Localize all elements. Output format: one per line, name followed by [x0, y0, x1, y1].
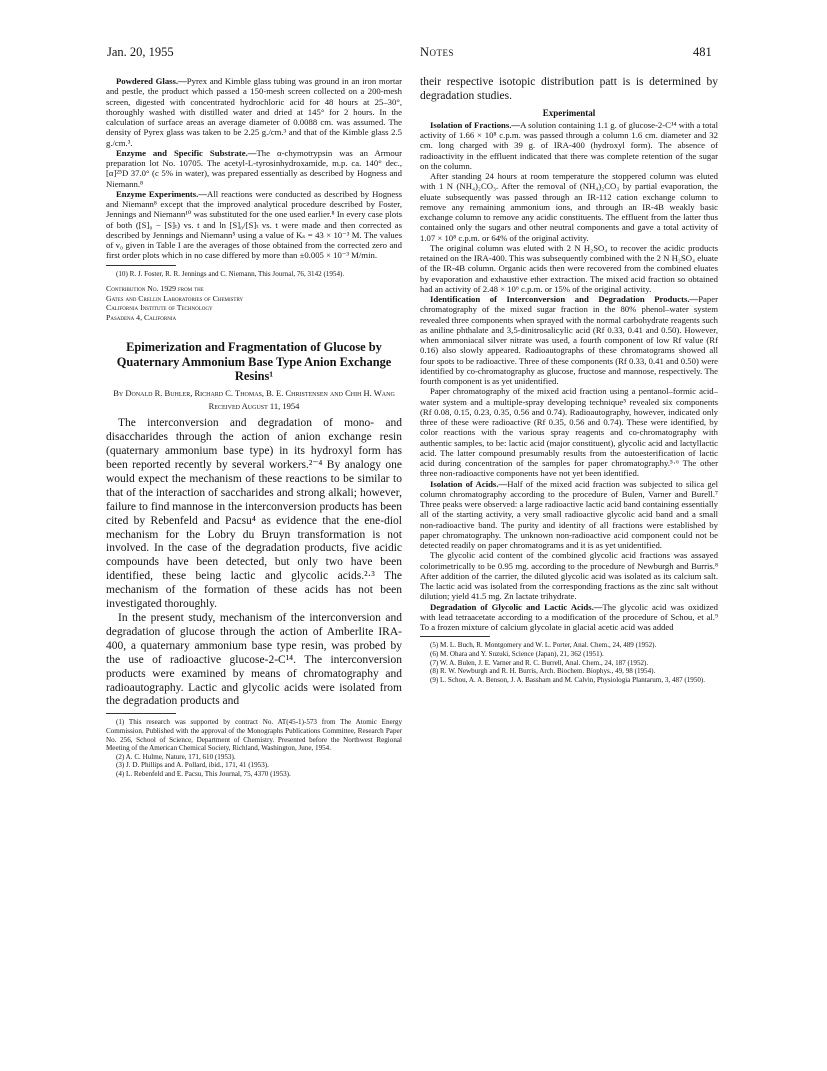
header-section: Notes	[420, 45, 455, 59]
footnote-3: (3) J. D. Phillips and A. Pollard, ibid., 171, 41 (1953).	[116, 761, 269, 770]
paragraph-glycolic-content: The glycolic acid content of the combined glycolic acid fractions was assayed colorimetrically to be 0.95 mg. according to the procedure of Newburgh and Burris.⁸ After addition of the carrier, the diluted glycolic acid was isolated as its calcium salt. The lactic acid was isolated from the corresponding fractions as the zinc salt without dilution; yield 41.5 mg. Zn lactate trihydrate.	[420, 550, 718, 602]
paragraph-paper-chromatography: Paper chromatography of the mixed acid fraction using a pentanol–formic acid–water system and a multiple-spray developing technique⁵ revealed six components (Rf 0.08, 0.15, 0.23, 0.35, 0.56 and 0.74). Radioautography, however, indicated only three of these were radioactive (Rf 0.35, 0.56 and 0.74). These were identified, by color reactions with the various spray reagents and co-chromatography with authentic samples, to be: lactic acid (major constituent), glycolic acid and lactyllactic acid. The latter compound presumably results from the autoesterification of lactic acid during concentration of the samples for paper chromatography.⁵·⁶ The other three non-radioactive components have not yet been identified.	[420, 386, 718, 479]
paragraph-isolation-acids	[420, 479, 718, 551]
runin-heading: Identification of Interconversion and Degradation Products.—	[430, 294, 699, 305]
footnote-divider	[420, 636, 490, 637]
intro-paragraph-2: In the present study, mechanism of the interconversion and degradation of glucose through the action of Amberlite IRA-400, a quaternary ammonium base type resin, was probed by the use of radioactive glucose-2-C¹⁴. The interconversion products were examined by means of chromatography and radioautography. Lactic and glycolic acids were isolated from the degradation products and	[106, 611, 402, 708]
right-column	[420, 76, 718, 684]
footnote-5: (5) M. L. Buch, R. Montgomery and W. L. Porter, Anal. Chem., 24, 489 (1952).	[430, 641, 657, 650]
paragraph-degradation	[420, 602, 718, 633]
paragraph-identification	[420, 294, 718, 386]
paragraph-original-column: The original column was eluted with 2 N H₂SO₄ to recover the acidic products retained on the IRA-400. This was subsequently combined with the 2 N H₂SO₄ eluate of the IR-4B column. Organic acids then were recovered from the combined eluates by evaporation and exhaustive ether extraction. The mixed acid fraction so obtained had an activity of 2.48 × 10⁶ c.p.m. or 15% of the original activity.	[420, 242, 718, 294]
footnote-10: (10) R. J. Foster, R. R. Jennings and C. Niemann, This Journal, 76, 3142 (1954).	[116, 269, 345, 278]
footnote-9: (9) L. Schou, A. A. Benson, J. A. Bassham and M. Calvin, Physiologia Plantarum, 3, 487 (1950).	[430, 675, 706, 684]
footnote-7: (7) W. A. Bulen, J. E. Varner and R. C. Burrell, Anal. Chem., 24, 187 (1952).	[430, 658, 649, 667]
runin-heading: Enzyme and Specific Substrate.—	[116, 147, 257, 158]
paragraph-powdered-glass	[106, 76, 402, 148]
footnote-divider	[106, 265, 176, 266]
runin-heading: Enzyme Experiments.—	[116, 188, 208, 199]
footnote-8: (8) R. W. Newburgh and R. H. Burris, Arch. Biochem. Biophys., 49, 98 (1954).	[430, 667, 656, 676]
runin-heading: Degradation of Glycolic and Lactic Acids.—	[430, 601, 603, 612]
footnote-6: (6) M. Ohara and Y. Suzuki, Science (Japan), 21, 362 (1951).	[430, 649, 604, 658]
article-title: Epimerization and Fragmentation of Glucose by Quaternary Ammonium Base Type Anion Exchange Resins¹	[116, 340, 392, 383]
paragraph-isolation-fractions	[420, 120, 718, 171]
contribution-line: California Institute of Technology	[106, 303, 213, 313]
paragraph-text: The α-chymotrypsin was an Armour preparation lot No. 10705. The acetyl-L-tyrosinhydroxamide, m.p. ca. 140° dec., [α]²⁵D 37.0° (c 5% in water), was prepared essentially as described by Hogness and Niemann.⁸	[106, 147, 403, 189]
header-page-number: 481	[693, 45, 712, 59]
paragraph-text: Pyrex and Kimble glass tubing was ground in an iron mortar and pestle, the product which passed a 150-mesh screen collected on a 200-mesh screen, digested with concentrated hydrochloric acid for 48 hours at 25–30°, thoroughly washed with distilled water and dried at 145° for 2 hours. In the calculation of surface areas an average diameter of 0.0088 cm. was assumed. The density of Pyrex glass was taken to be 2.25 g./cm.³ and that of the Kimble glass 2.5 g./cm.³.	[106, 76, 402, 148]
footnote-4: (4) L. Rebenfeld and E. Pacsu, This Journal, 75, 4370 (1953).	[116, 769, 291, 778]
contribution-block	[106, 284, 402, 322]
paragraph-text: Paper chromatography of the mixed sugar fraction in the 80% phenol–water system revealed three components when sprayed with the normal carbohydrate reagents such as aniline phthalate and 3,5-dinitrosalicylic acid (Rf 0.33, 0.41 and 0.50). However, when ammoniacal silver nitrate was used, a fourth component of low Rf value (Rf 0.16) also slowly appeared. Radioautographs of these chromatograms showed all four spots to be radioactive. Three of these components (Rf 0.33, 0.41 and 0.50) were identified by co-chromatography as glucose, fructose and mannose, respectively. The fourth component is as yet unidentified.	[420, 294, 718, 387]
paragraph-text: The glycolic acid was oxidized with lead tetraacetate according to a modification of the procedure of Schou, et al.⁹ To a frozen mixture of calcium glycolate in glacial acetic acid was added	[420, 601, 719, 633]
paragraph-text: A solution containing 1.1 g. of glucose-2-C¹⁴ with a total activity of 1.66 × 10⁸ c.p.m. was passed through a column 1.6 cm. diameter and 32 cm. long charged with 39 g. of IRA-400 (hydroxyl form). The absence of radioactivity in the effluent indicated that there was complete retention of the sugar on the column.	[420, 119, 718, 171]
footnote-divider	[106, 713, 176, 714]
footnote-1: (1) This research was supported by contract No. AT(45-1)-573 from The Atomic Energy Commission. Published with the approval of the Monographs Publications Committee, Research Paper No. 256, School of Science, Department of Chemistry. Presented before the Northwest Regional Meeting of the American Chemical Society, Richland, Washington, June, 1954.	[106, 718, 402, 753]
experimental-heading: Experimental	[542, 107, 596, 118]
received-date: Received August 11, 1954	[208, 401, 300, 412]
left-column	[106, 76, 402, 778]
contribution-line: Gates and Crellin Laboratories of Chemistry	[106, 293, 244, 303]
paragraph-text: Half of the mixed acid fraction was subjected to silica gel column chromatography according to the procedure of Bulen, Varner and Burell.⁷ Three peaks were observed: a large radioactive lactic acid band containing essentially all of the starting activity, a very small radioactive glycolic acid band and a small non-radioactive band. The purity and identity of all fractions were established by paper chromatography. The unknown non-radioactive acid component could not be detected readily on paper chromatograms and it is as yet unidentified.	[420, 478, 718, 551]
contribution-line: Pasadena 4, California	[106, 312, 177, 322]
continuation-text: their respective isotopic distribution patt is is determined by degradation studies.	[420, 76, 718, 102]
runin-heading: Powdered Glass.—	[116, 76, 187, 86]
footnote-2: (2) A. C. Hulme, Nature, 171, 610 (1953).	[116, 752, 236, 761]
paragraph-enzyme-substrate	[106, 148, 402, 189]
contribution-line: Contribution No. 1929 from the	[106, 284, 204, 294]
paragraph-standing: After standing 24 hours at room temperature the stoppered column was eluted with 1 N (NH₄)₂CO₃. After the removal of (NH₄)₂CO₃ by partial evaporation, the eluate subsequently was passed through an IR-112 cation exchange column to remove any remaining ammonium ions, and through an IR-4B weakly basic exchange column to remove any acidic constituents. The effluent from the latter thus contained only the sugars and other neutral components and gave a total activity of 1.07 × 10⁸ c.p.m. or 64% of the original activity.	[420, 171, 718, 243]
paragraph-enzyme-experiments	[106, 189, 402, 261]
runin-heading: Isolation of Fractions.—	[430, 119, 521, 130]
runin-heading: Isolation of Acids.—	[430, 478, 508, 489]
intro-paragraph-1: The interconversion and degradation of mono- and disaccharides through the action of anion exchange resin (quaternary ammonium base type) in its hydroxyl form has been reported recently by several workers.²⁻⁴ By analogy one would expect the mechanism of these reactions to be similar to that of the interaction of saccharides and strong alkali; however, failure to find mannose in the interconversion products has been cited by Rebenfeld and Pacsu⁴ as evidence that the ene-diol mechanism for the Lobry du Bruyn transformation is not involved. In the case of the degradation products, five acidic compounds have been detected, but only two have been identified, these being lactic and glycolic acids.²·³ The mechanism of the formation of these acids has not been investigated thoroughly.	[106, 417, 402, 611]
paragraph-text: All reactions were conducted as described by Hogness and Niemann⁸ except that the improved analytical procedure described by Foster, Jennings and Niemann¹⁰ was substituted for the one used earlier.⁸ In every case plots of both ([S]₀ − [S]ₜ) vs. t and ln [S]₀/[S]ₜ vs. t were made and then corrected as described by Jennings and Niemann⁵ using a value of Kₛ = 43 × 10⁻³ M. The values of v₀ given in Table I are the averages of those obtained from the corrected zero and first order plots which in no case differed by more than ±0.005 × 10⁻³ M/min.	[106, 188, 402, 261]
header-date: Jan. 20, 1955	[107, 45, 174, 59]
article-byline: By Donald R. Buhler, Richard C. Thomas, B. E. Christensen and Chih H. Wang	[113, 388, 395, 399]
